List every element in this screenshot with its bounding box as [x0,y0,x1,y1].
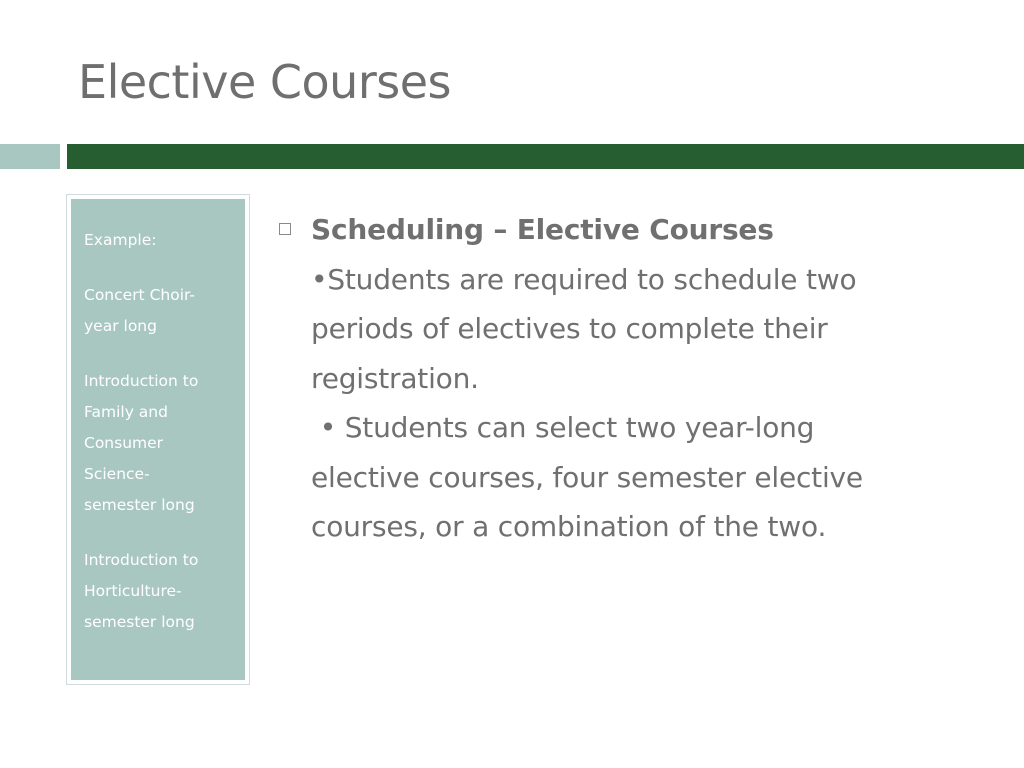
example-sidebar [66,194,250,685]
main-text-line: •Students are required to schedule two [311,262,857,296]
main-text-line: elective courses, four semester elective [311,460,863,494]
example-sidebar-panel [71,199,245,680]
header-band-accent [0,144,60,169]
sidebar-course-item: Concert Choir- year long [84,286,195,335]
main-text-line: periods of electives to complete their [311,312,828,345]
main-content [276,205,976,552]
main-bullet-text [311,205,976,552]
hollow-square-bullet-icon [279,223,291,235]
sidebar-course-item: Introduction to Family and Consumer Science- semester long [84,372,199,514]
main-text-line: registration. [311,361,479,395]
main-text-line: • Students can select two year-long [311,411,815,444]
sidebar-label: Example: [84,231,157,249]
main-text-line: courses, or a combination of the two. [311,510,827,543]
header-band-bar [67,144,1024,169]
main-heading: Scheduling – Elective Courses [311,213,774,246]
slide-title: Elective Courses [78,55,451,109]
sidebar-course-item: Introduction to Horticulture- semester long [84,551,199,631]
